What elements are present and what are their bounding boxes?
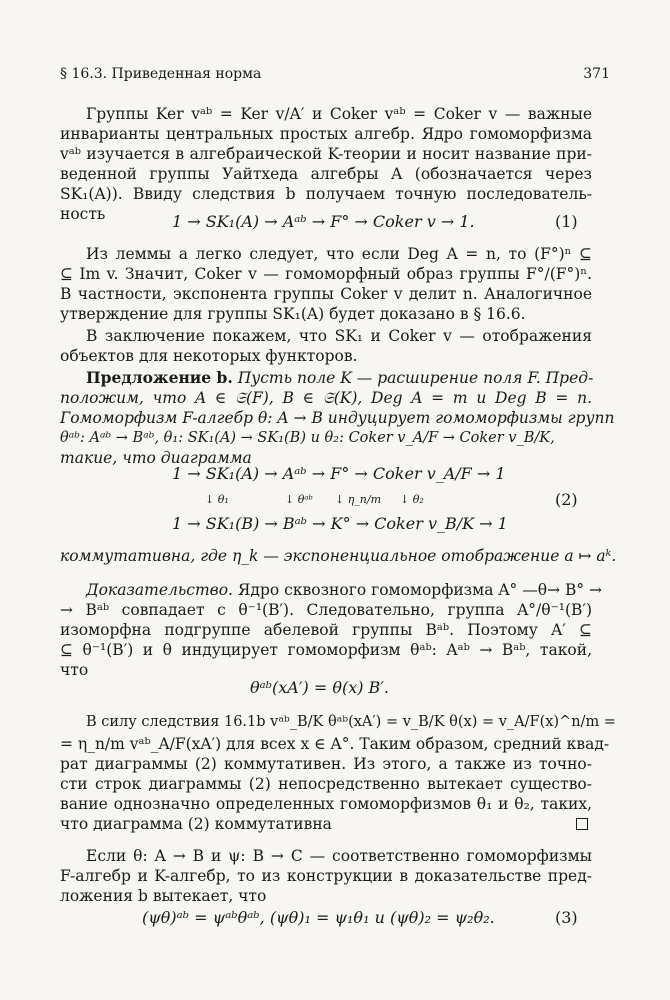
equation-1: 1 → SK₁(A) → Aᵃᵇ → F° → Coker v → 1. [172, 212, 475, 231]
text-line: коммутативна, где η_k — экспоненциальное отображение a ↦ aᵏ. [60, 547, 617, 565]
text-line: Гомоморфизм F-алгебр θ: A → B индуцирует гомоморфизмы групп [60, 409, 615, 427]
text-line: вание однозначно определенных гомоморфизмов θ₁ и θ₂, таких, [60, 795, 592, 813]
diagram-map-theta2: ↓ θ₂ [400, 493, 424, 506]
proposition-first-line [86, 368, 592, 388]
proof-first-line [86, 580, 603, 600]
text-line: объектов для некоторых функторов. [60, 347, 358, 365]
page-number: 371 [583, 66, 610, 82]
text-line: рат диаграммы (2) коммутативен. Из этого, а также из точно- [60, 755, 592, 773]
text-line: изоморфна подгруппе абелевой группы Bᵃᵇ. Поэтому A′ ⊆ [60, 621, 592, 639]
diagram-row-bottom: 1 → SK₁(B) → Bᵃᵇ → K° → Coker v_B/K → 1 [172, 514, 508, 533]
proof-equation: θᵃᵇ(xA′) = θ(x) B′. [250, 678, 390, 697]
text-line: ⊆ Im v. Значит, Coker v — гомоморфный образ группы F°/(F°)ⁿ. [60, 265, 592, 283]
text-line: такие, что диаграмма [60, 449, 252, 467]
text-line: сти строк диаграммы (2) непосредственно вытекает существо- [60, 775, 592, 793]
text-line: ность [60, 205, 106, 223]
text-line: SK₁(A)). Ввиду следствия b получаем точную последователь- [60, 185, 592, 203]
text-line: θᵃᵇ: Aᵃᵇ → Bᵃᵇ, θ₁: SK₁(A) → SK₁(B) и θ₂: Coker v_A/F → Coker v_B/K, [60, 430, 555, 446]
equation-number: (2) [555, 490, 578, 509]
equation-number: (3) [555, 908, 578, 927]
text-line: В частности, экспонента группы Coker v делит n. Аналогичное [60, 285, 592, 303]
text-line: Если θ: A → B и ψ: B → C — соответственно гомоморфизмы [86, 847, 592, 865]
text-line-last: что диаграмма (2) коммутативна [60, 814, 592, 834]
text-line: Пусть поле K — расширение поля F. Пред- [237, 369, 594, 387]
text-line: В силу следствия 16.1b vᵃᵇ_B/K θᵃᵇ(xA′) = v_B/K θ(x) = v_A/F(x)^n/m = [86, 714, 616, 730]
equation-number: (1) [555, 212, 578, 231]
text-line: Ядро сквозного гомоморфизма A° —θ→ B° → [237, 581, 603, 599]
diagram-map-thetaab: ↓ θᵃᵇ [285, 493, 313, 506]
text-line: инварианты центральных простых алгебр. Ядро гомоморфизма [60, 125, 592, 143]
text-line: F-алгебр и K-алгебр, то из конструкции в доказательстве пред- [60, 867, 592, 885]
text-line: ложения b вытекает, что [60, 887, 267, 905]
running-header [60, 66, 610, 86]
diagram-map-theta1: ↓ θ₁ [205, 493, 229, 506]
diagram-row-top: 1 → SK₁(A) → Aᵃᵇ → F° → Coker v_A/F → 1 [172, 464, 506, 483]
text-line: vᵃᵇ изучается в алгебраической K-теории и носит название при- [60, 145, 592, 163]
text-line: → Bᵃᵇ совпадает с θ⁻¹(B′). Следовательно, группа A°/θ⁻¹(B′) [60, 601, 592, 619]
text-line: = η_n/m vᵃᵇ_A/F(xA′) для всех x ∈ A°. Таким образом, средний квад- [60, 735, 610, 753]
section-title: § 16.3. Приведенная норма [60, 66, 262, 82]
proof-label: Доказательство. [86, 581, 233, 599]
text-line: ⊆ θ⁻¹(B′) и θ индуцирует гомоморфизм θᵃᵇ: Aᵃᵇ → Bᵃᵇ, такой, [60, 641, 592, 659]
text-line: веденной группы Уайтхеда алгебры A (обозначается через [60, 165, 592, 183]
qed-square-icon [576, 818, 588, 830]
diagram-map-eta: ↓ η_n/m [335, 493, 382, 506]
proposition-label: Предложение b. [86, 368, 233, 387]
text-line: Группы Ker vᵃᵇ = Ker v/A′ и Coker vᵃᵇ = Coker v — важные [86, 105, 592, 123]
text-line: Из леммы a легко следует, что если Deg A = n, то (F°)ⁿ ⊆ [86, 245, 592, 263]
equation-3: (ψθ)ᵃᵇ = ψᵃᵇθᵃᵇ, (ψθ)₁ = ψ₁θ₁ и (ψθ)₂ = ψ₂θ₂. [142, 908, 495, 927]
text-line: В заключение покажем, что SK₁ и Coker v — отображения [86, 327, 592, 345]
text-line: положим, что A ∈ 𝔖(F), B ∈ 𝔖(K), Deg A = m и Deg B = n. [60, 389, 592, 407]
text-line: утверждение для группы SK₁(A) будет доказано в § 16.6. [60, 305, 526, 323]
text-line: что [60, 661, 89, 679]
